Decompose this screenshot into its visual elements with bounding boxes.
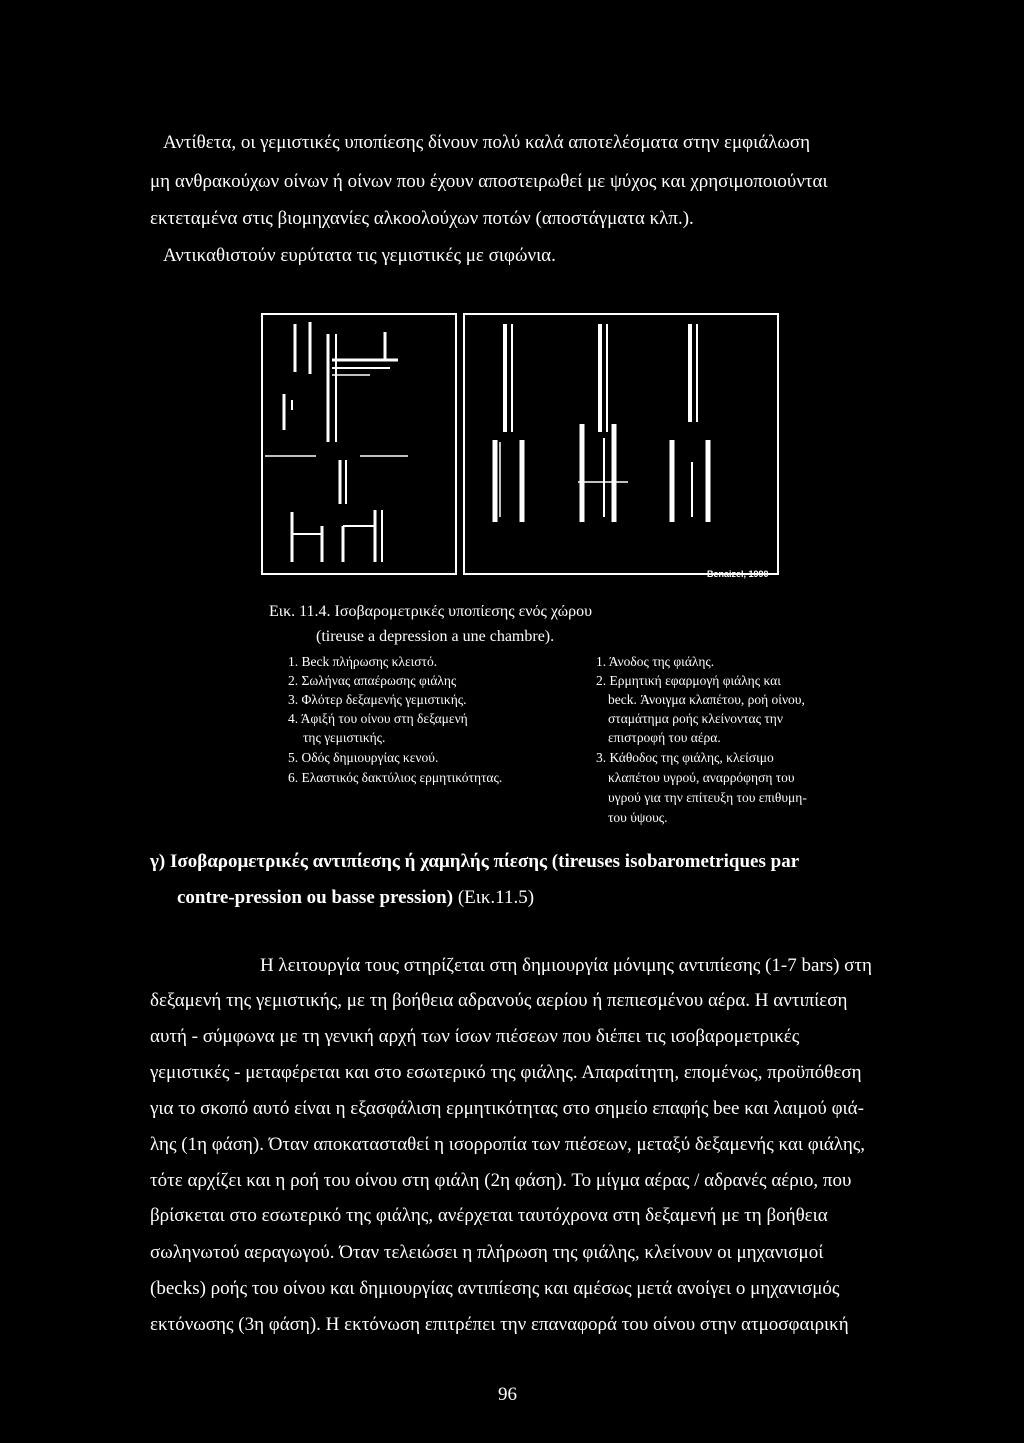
figure-caption-line-1: Εικ. 11.4. Ισοβαρομετρικές υποπίεσης ενός χώρου [269, 603, 593, 620]
filler-schematic-illustration [260, 312, 780, 576]
legend-left-item-4-cont: της γεμιστικής. [303, 730, 386, 745]
body-line-6: λης (1η φάση). Όταν αποκατασταθεί η ισορροπία των πιέσεων, μεταξύ δεξαμενής και φιάλης, [150, 1134, 866, 1155]
body-line-9: σωληνωτού αεραγωγού. Όταν τελειώσει η πλήρωση της φιάλης, κλείνουν οι μηχανισμοί [150, 1242, 824, 1263]
section-heading-line-2 [177, 887, 534, 909]
intro-line-4: Αντικαθιστούν ευρύτατα τις γεμιστικές με σιφώνια. [163, 245, 556, 266]
legend-left-item-2: 2. Σωλήνας απαέρωσης φιάλης [288, 673, 457, 688]
body-line-8: βρίσκεται στο εσωτερικό της φιάλης, ανέρχεται ταυτόχρονα στη δεξαμενή με τη βοήθεια [150, 1205, 828, 1226]
legend-left-item-3: 3. Φλότερ δεξαμενής γεμιστικής. [288, 692, 467, 707]
legend-left-item-6: 6. Ελαστικός δακτύλιος ερμητικότητας. [288, 770, 503, 785]
legend-left-item-4: 4. Άφιξή του οίνου στη δεξαμενή [288, 711, 468, 726]
legend-right-item-3-cont-1: κλαπέτου υγρού, αναρρόφηση του [608, 770, 795, 785]
body-line-5: για το σκοπό αυτό είναι η εξασφάλιση ερμητικότητας στο σημείο επαφής bee και λαιμού φιά- [150, 1098, 864, 1119]
body-line-11: εκτόνωσης (3η φάση). Η εκτόνωση επιτρέπει την επαναφορά του οίνου στην ατμοσφαιρική [150, 1314, 849, 1335]
legend-left-item-1: 1. Beck πλήρωσης κλειστό. [288, 654, 438, 669]
body-line-7: τότε αρχίζει και η ροή του οίνου στη φιάλη (2η φάση). Το μίγμα αέρας / αδρανές αέριο, που [150, 1170, 852, 1191]
legend-right-item-2-cont-1: beck. Άνοιγμα κλαπέτου, ροή οίνου, [608, 692, 805, 707]
section-heading-bold: contre-pression ou basse pression) [177, 887, 454, 908]
figure-caption-line-2: (tireuse a depression a une chambre). [316, 628, 555, 645]
body-line-3: αυτή - σύμφωνα με τη γενική αρχή των ίσων πιέσεων που διέπει τις ισοβαρομετρικές [150, 1026, 800, 1047]
body-line-10: (becks) ροής του οίνου και δημιουργίας αντιπίεσης και αμέσως μετά ανοίγει ο μηχανισμός [150, 1278, 840, 1299]
section-heading-line-1: γ) Ισοβαρομετρικές αντιπίεσης ή χαμηλής πίεσης (tireuses isobarometriques par [150, 851, 800, 872]
legend-right-item-3-cont-2: υγρού για την επίτευξη του επιθυμη- [608, 790, 807, 805]
section-heading-figure-ref: (Εικ.11.5) [457, 887, 535, 908]
intro-line-3: εκτεταμένα στις βιομηχανίες αλκοολούχων ποτών (αποστάγματα κλπ.). [150, 208, 694, 229]
legend-right-item-2-cont-2: σταμάτημα ροής κλείνοντας την [608, 711, 783, 726]
legend-right-item-2-cont-3: επιστροφή του αέρα. [608, 730, 721, 745]
intro-line-2: μη ανθρακούχων οίνων ή οίνων που έχουν αποστειρωθεί με ψύχος και χρησιμοποιούνται [150, 171, 828, 192]
legend-right-item-1: 1. Άνοδος της φιάλης. [596, 654, 715, 669]
page-number: 96 [498, 1384, 517, 1405]
body-line-1: Η λειτουργία τους στηρίζεται στη δημιουργία μόνιμης αντιπίεσης (1-7 bars) στη [259, 955, 872, 976]
figure-diagram [260, 312, 780, 576]
body-line-4: γεμιστικές - μεταφέρεται και στο εσωτερικό της φιάλης. Απαραίτητη, επομένως, προϋπόθεση [150, 1062, 862, 1083]
body-line-2: δεξαμενή της γεμιστικής, με τη βοήθεια αδρανούς αερίου ή πεπιεσμένου αέρα. Η αντιπίεση [150, 990, 848, 1011]
intro-line-1: Αντίθετα, οι γεμιστικές υποπίεσης δίνουν πολύ καλά αποτελέσματα στην εμφιάλωση [163, 132, 811, 153]
legend-right-item-3: 3. Κάθοδος της φιάλης, κλείσιμο [596, 750, 774, 765]
legend-right-item-3-cont-3: του ύψους. [608, 810, 668, 825]
figure-credit: Benaizel, 1990 [707, 569, 769, 579]
legend-left-item-5: 5. Οδός δημιουργίας κενού. [288, 750, 439, 765]
legend-right-item-2: 2. Ερμητική εφαρμογή φιάλης και [596, 673, 781, 688]
